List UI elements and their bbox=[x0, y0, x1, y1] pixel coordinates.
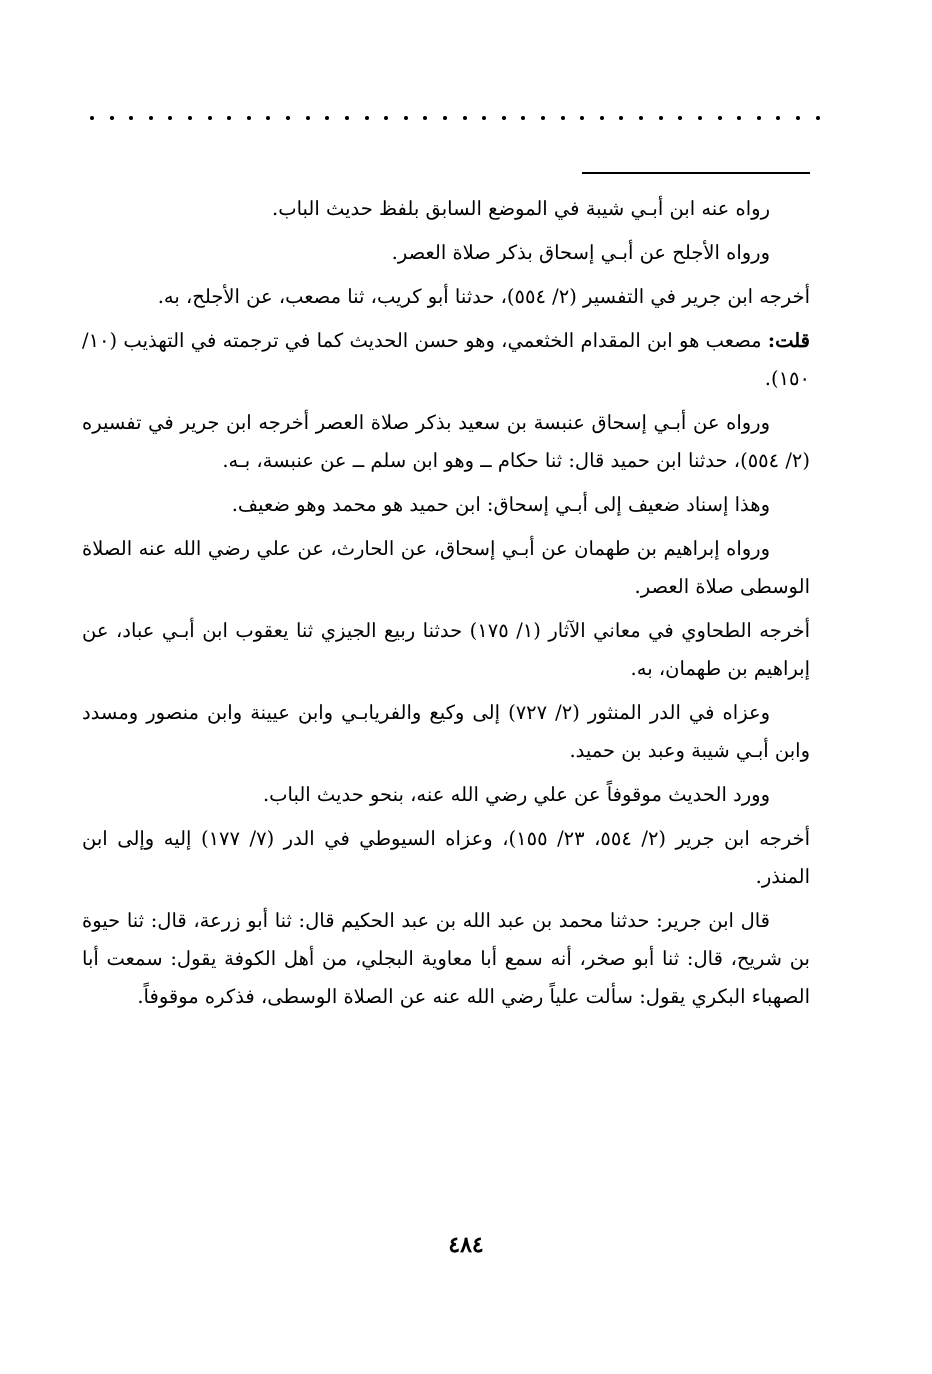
separator-dot bbox=[639, 116, 643, 120]
separator-dot bbox=[659, 116, 663, 120]
separator-dot bbox=[247, 116, 251, 120]
paragraph-2 bbox=[82, 234, 810, 272]
separator-dot bbox=[796, 116, 800, 120]
separator-dot bbox=[776, 116, 780, 120]
paragraph-text: أخرجه الطحاوي في معاني الآثار (١/ ١٧٥) حدثنا ربيع الجيزي ثنا يعقوب ابن أبـي عباد، عن إبراهيم بن طهمان، به. bbox=[82, 619, 810, 680]
separator-dot bbox=[325, 116, 329, 120]
paragraph-12 bbox=[82, 902, 810, 1016]
paragraph-9 bbox=[82, 694, 810, 770]
separator-dot bbox=[266, 116, 270, 120]
paragraph-10 bbox=[82, 776, 810, 814]
separator-dot bbox=[463, 116, 467, 120]
paragraph-text: أخرجه ابن جرير في التفسير (٢/ ٥٥٤)، حدثنا أبو كريب، ثنا مصعب، عن الأجلح، به. bbox=[157, 285, 810, 308]
separator-dot bbox=[365, 116, 369, 120]
paragraph-5 bbox=[82, 404, 810, 480]
separator-dot bbox=[110, 116, 114, 120]
separator-dot bbox=[580, 116, 584, 120]
separator-dot bbox=[384, 116, 388, 120]
paragraph-text: أخرجه ابن جرير (٢/ ٥٥٤، ٢٣/ ١٥٥)، وعزاه السيوطي في الدر (٧/ ١٧٧) إليه وإلى ابن المنذر. bbox=[82, 827, 810, 888]
separator-dot bbox=[541, 116, 545, 120]
separator-dot bbox=[188, 116, 192, 120]
paragraph-text: وعزاه في الدر المنثور (٢/ ٧٢٧) إلى وكيع والفريابـي وابن عيينة وابن منصور ومسدد وابن أبـي شيبة وعبد بن حميد. bbox=[82, 701, 810, 762]
separator-dot bbox=[502, 116, 506, 120]
dotted-separator bbox=[90, 108, 820, 128]
paragraph-text: مصعب هو ابن المقدام الخثعمي، وهو حسن الحديث كما في ترجمته في التهذيب (١٠/ ١٥٠). bbox=[82, 329, 810, 390]
separator-dot bbox=[718, 116, 722, 120]
separator-dot bbox=[816, 116, 820, 120]
separator-dot bbox=[600, 116, 604, 120]
page-number: ٤٨٤ bbox=[448, 1232, 484, 1258]
separator-dot bbox=[168, 116, 172, 120]
separator-dot bbox=[227, 116, 231, 120]
paragraph-7 bbox=[82, 530, 810, 606]
paragraph-8 bbox=[82, 612, 810, 688]
separator-dot bbox=[404, 116, 408, 120]
separator-dot bbox=[521, 116, 525, 120]
separator-dot bbox=[286, 116, 290, 120]
separator-dot bbox=[561, 116, 565, 120]
separator-dot bbox=[443, 116, 447, 120]
separator-dot bbox=[423, 116, 427, 120]
separator-dot bbox=[345, 116, 349, 120]
paragraph-6 bbox=[82, 486, 810, 524]
paragraph-1 bbox=[82, 190, 810, 228]
paragraph-text: ورواه عن أبـي إسحاق عنبسة بن سعيد بذكر صلاة العصر أخرجه ابن جرير في تفسيره (٢/ ٥٥٤)، حدثنا ابن حميد قال: ثنا حكام ــ وهو ابن سلم ــ عن عنبسة، بـه. bbox=[82, 411, 810, 472]
paragraph-text: قال ابن جرير: حدثنا محمد بن عبد الله بن عبد الحكيم قال: ثنا أبو زرعة، قال: ثنا حيوة بن شريح، قال: ثنا أبو صخر، أنه سمع أبا معاوية البجلي، من أهل الكوفة يقول: سمعت أبا الصهباء البكري يقول: سألت علياً رضي الله عنه عن الصلاة الوسطى، فذكره موقوفاً. bbox=[82, 909, 810, 1008]
separator-dot bbox=[208, 116, 212, 120]
paragraph-3 bbox=[82, 278, 810, 316]
footnote-rule bbox=[582, 172, 810, 174]
paragraph-text: وهذا إسناد ضعيف إلى أبـي إسحاق: ابن حميد هو محمد وهو ضعيف. bbox=[231, 493, 770, 516]
paragraph-4 bbox=[82, 322, 810, 398]
paragraph-text: وورد الحديث موقوفاً عن علي رضي الله عنه، بنحو حديث الباب. bbox=[262, 783, 770, 806]
separator-dot bbox=[129, 116, 133, 120]
separator-dot bbox=[619, 116, 623, 120]
separator-dot bbox=[678, 116, 682, 120]
separator-dot bbox=[482, 116, 486, 120]
separator-dot bbox=[306, 116, 310, 120]
separator-dot bbox=[737, 116, 741, 120]
paragraph-11 bbox=[82, 820, 810, 896]
separator-dot bbox=[90, 116, 94, 120]
paragraph-text: ورواه إبراهيم بن طهمان عن أبـي إسحاق، عن الحارث، عن علي رضي الله عنه الصلاة الوسطى صلاة العصر. bbox=[82, 537, 810, 598]
separator-dot bbox=[757, 116, 761, 120]
footnote-text bbox=[82, 190, 810, 1022]
paragraph-text: ورواه الأجلح عن أبـي إسحاق بذكر صلاة العصر. bbox=[391, 241, 770, 264]
paragraph-lead: قلت: bbox=[767, 329, 810, 352]
separator-dot bbox=[149, 116, 153, 120]
paragraph-text: رواه عنه ابن أبـي شيبة في الموضع السابق بلفظ حديث الباب. bbox=[272, 197, 770, 220]
separator-dot bbox=[698, 116, 702, 120]
